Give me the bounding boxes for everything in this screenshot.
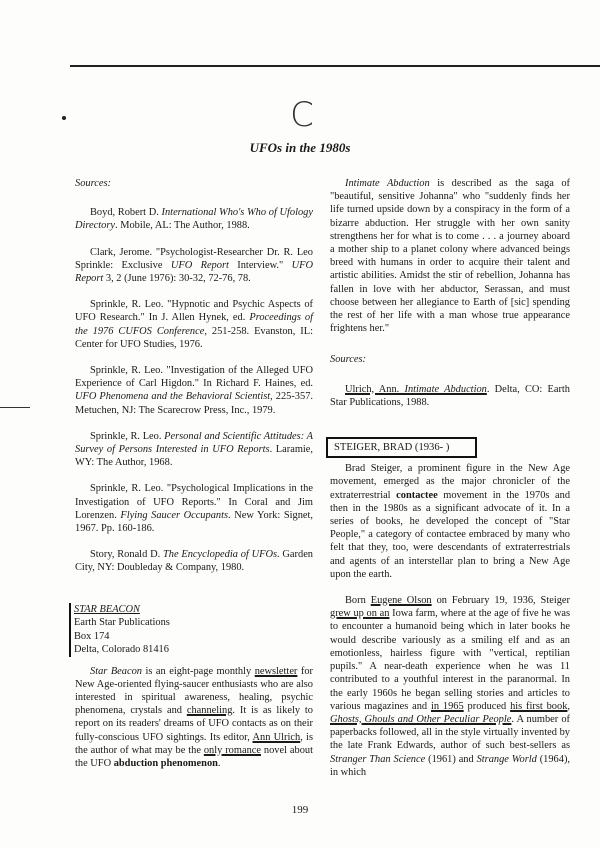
sources-heading: Sources: [75, 178, 111, 189]
top-rule [70, 65, 600, 67]
left-column [75, 177, 313, 770]
city-line: Delta, Colorado 81416 [74, 644, 169, 656]
page-title: UFOs in the 1980s [249, 140, 351, 155]
body-paragraph: Intimate Abduction is described as the saga of "beautiful, sensitive Johanna" who "suddenly finds her life turned upside down by a conspiracy in the form of a bizarre abduction. Her struggle with her own sanity strengthens her for what is to come . . . a journey aboard a mother ship to a planet colony where advanced beings breed with humans in order to acquire their talent and artistic abilities. Amidst the stir of rebellion, Johanna has fallen in love with her abductor, Serassan, and must choose between her allegiance to Earth of [sic] spending the rest of her life with a man whose true appearance frightens her." [330, 178, 570, 335]
right-column [330, 177, 570, 779]
margin-mark [0, 407, 30, 408]
reference: Ulrich, Ann. Intimate Abduction. Delta, CO: Earth Star Publications, 1988. [330, 383, 570, 408]
reference: Clark, Jerome. "Psychologist-Researcher Dr. R. Leo Sprinkle: Exclusive UFO Report Interview." UFO Report 3, 2 (June 1976): 30-32, 72-76, 78. [75, 246, 314, 285]
reference: Story, Ronald D. The Encyclopedia of UFOs. Garden City, NY: Doubleday & Company, 1980. [75, 549, 313, 574]
entry-header-star-beacon [69, 603, 313, 657]
reference: Sprinkle, R. Leo. Personal and Scientific Attitudes: A Survey of Persons Interested in UFO Reports. Laramie, WY: The Author, 1968. [75, 430, 314, 469]
page-number: 199 [291, 804, 309, 816]
reference: Sprinkle, R. Leo. "Investigation of the Alleged UFO Experience of Carl Higdon." In Richard F. Haines, ed. UFO Phenomena and the Behavioral Scientist, 225-357. Metuchen, NJ: The Scarecrow Press, Inc., 1979. [75, 365, 313, 416]
handwritten-letter: C [290, 95, 314, 135]
reference: Sprinkle, R. Leo. "Hypnotic and Psychic Aspects of UFO Research." In J. Allen Hynek, ed. Proceedings of the 1976 CUFOS Conference, 251-258. Evanston, IL: Center for UFO Studies, 1976. [75, 299, 313, 350]
body-paragraph: Brad Steiger, a prominent figure in the New Age movement, emerged as the major chronicler of the extraterrestrial contactee movement in the 1970s and then in the 1980s as a significant advocate of it. In a series of books, he developed the concept of "Star People," a category of contactee embraced by many who felt that they, too, were descendants of extraterrestrials and agents of an interstellar plan to bring a New Age upon the earth. [330, 463, 571, 580]
publisher-line: Earth Star Publications [74, 617, 170, 629]
body-paragraph: Star Beacon is an eight-page monthly newsletter for New Age-oriented flying-saucer enthusiasts who are also interested in spiritual awareness, healing, psychic phenomena, crystals and channeling. It is as likely to report on its readers' dreams of UFO contacts as on their fully-conscious UFO sightings. Its editor, Ann Ulrich, is the author of what may be the only romance novel about the UFO abduction phenomenon. [75, 665, 314, 770]
stray-dot [62, 116, 66, 120]
body-paragraph: Born Eugene Olson on February 19, 1936, Steiger grew up on an Iowa farm, where at the age of five he was to encounter a humanoid being which in later books he would describe variously as a smiling elf and as an emotionless, hairless figure with "vertical, reptilian pupils." A near-death experience when he was 11 contributed to a youthful interest in the paranormal. In the early 1960s he began selling stories and articles to various magazines and in 1965 produced his first book, Ghosts, Ghouls and Other Peculiar People. A number of paperbacks followed, all in the style virtually invented by the late Frank Edwards, author of such best-sellers as Stranger Than Science (1961) and Strange World (1964), in which [330, 595, 571, 778]
address-line: Box 174 [74, 630, 110, 642]
reference: Boyd, Robert D. International Who's Who of Ufology Directory. Mobile, AL: The Author, 1988. [75, 207, 313, 232]
sources-heading: Sources: [330, 354, 366, 366]
entry-title: STAR BEACON [74, 603, 140, 615]
reference: Sprinkle, R. Leo. "Psychological Implications in the Investigation of UFO Reports." In Coral and Jim Lorenzen. Flying Saucer Occupants. New York: Signet, 1967. Pp. 160-186. [75, 483, 313, 535]
entry-heading-steiger: STEIGER, BRAD (1936- ) [326, 437, 477, 458]
